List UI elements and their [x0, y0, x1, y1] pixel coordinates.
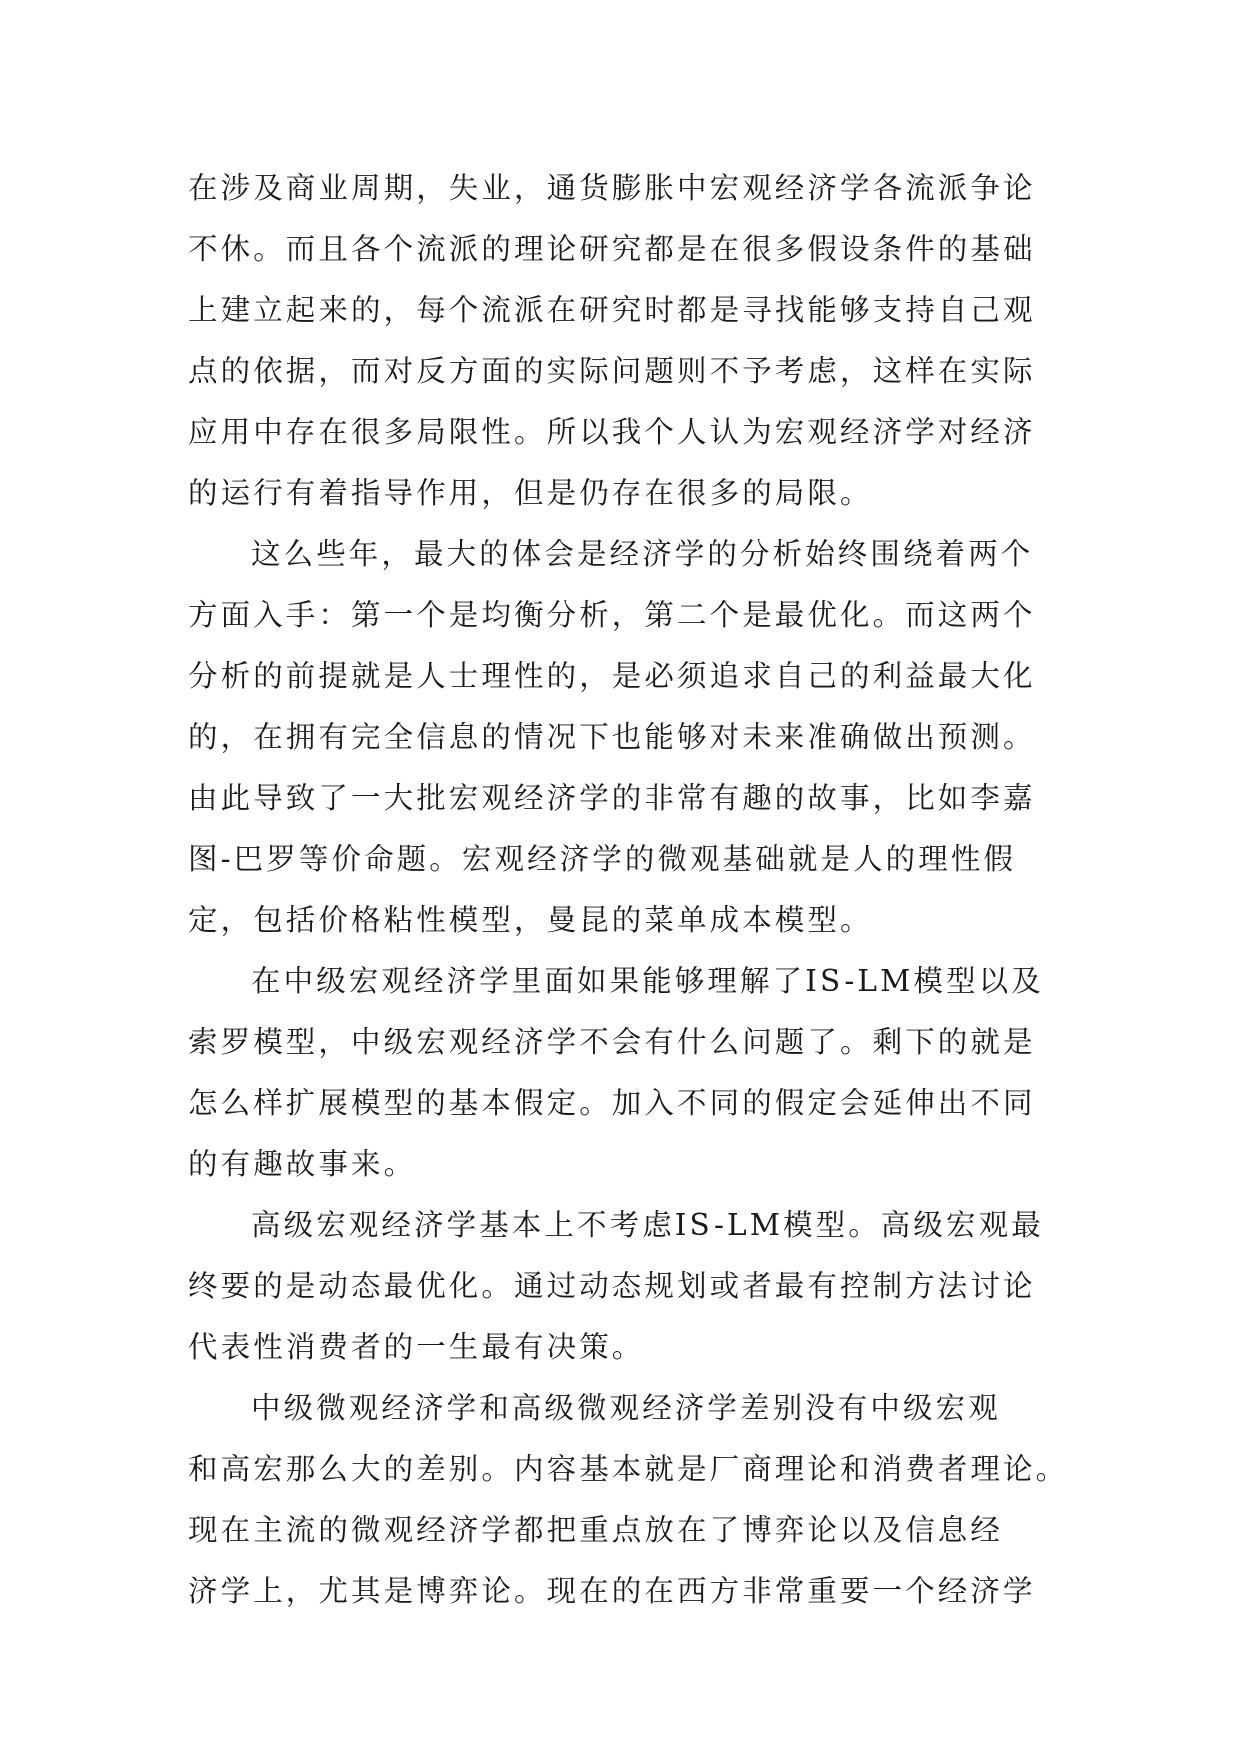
- text-line: 在涉及商业周期，失业，通货膨胀中宏观经济学各流派争论: [188, 171, 1036, 205]
- text-line: 方面入手：第一个是均衡分析，第二个是最优化。而这两个: [188, 598, 1036, 632]
- paragraph-3: [188, 951, 1068, 1195]
- paragraph-4: [188, 1195, 1068, 1378]
- text-line: 由此导致了一大批宏观经济学的非常有趣的故事，比如李嘉: [188, 781, 1036, 815]
- paragraph-2: [188, 524, 1068, 951]
- text-line: 和高宏那么大的差别。内容基本就是厂商理论和消费者理论。: [188, 1452, 1069, 1486]
- paragraph-5: [188, 1378, 1068, 1622]
- text-line: 的运行有着指导作用，但是仍存在很多的局限。: [188, 476, 873, 510]
- text-line: 这么些年，最大的体会是经济学的分析始终围绕着两个: [251, 537, 1034, 571]
- text-line: 现在主流的微观经济学都把重点放在了博弈论以及信息经: [188, 1513, 1004, 1547]
- document-body: [188, 158, 1068, 1622]
- text-line: 的，在拥有完全信息的情况下也能够对未来准确做出预测。: [188, 720, 1036, 754]
- text-line: 不休。而且各个流派的理论研究都是在很多假设条件的基础: [188, 232, 1036, 266]
- text-line: 济学上，尤其是博弈论。现在的在西方非常重要一个经济学: [188, 1574, 1036, 1608]
- text-line: 的有趣故事来。: [188, 1147, 417, 1181]
- text-line: 定，包括价格粘性模型，曼昆的菜单成本模型。: [188, 903, 873, 937]
- text-line: 在中级宏观经济学里面如果能够理解了IS-LM模型以及: [251, 964, 1044, 998]
- text-line: 应用中存在很多局限性。所以我个人认为宏观经济学对经济: [188, 415, 1036, 449]
- text-line: 高级宏观经济学基本上不考虑IS-LM模型。高级宏观最: [251, 1208, 1044, 1242]
- text-line: 怎么样扩展模型的基本假定。加入不同的假定会延伸出不同: [188, 1086, 1036, 1120]
- text-line: 分析的前提就是人士理性的，是必须追求自己的利益最大化: [188, 659, 1036, 693]
- text-line: 上建立起来的，每个流派在研究时都是寻找能够支持自己观: [188, 293, 1036, 327]
- text-line: 图-巴罗等价命题。宏观经济学的微观基础就是人的理性假: [188, 842, 1017, 876]
- text-line: 终要的是动态最优化。通过动态规划或者最有控制方法讨论: [188, 1269, 1036, 1303]
- text-line: 点的依据，而对反方面的实际问题则不予考虑，这样在实际: [188, 354, 1036, 388]
- paragraph-1: [188, 158, 1068, 524]
- text-line: 索罗模型，中级宏观经济学不会有什么问题了。剩下的就是: [188, 1025, 1036, 1059]
- text-line: 代表性消费者的一生最有决策。: [188, 1330, 645, 1364]
- text-line: 中级微观经济学和高级微观经济学差别没有中级宏观: [251, 1391, 1001, 1425]
